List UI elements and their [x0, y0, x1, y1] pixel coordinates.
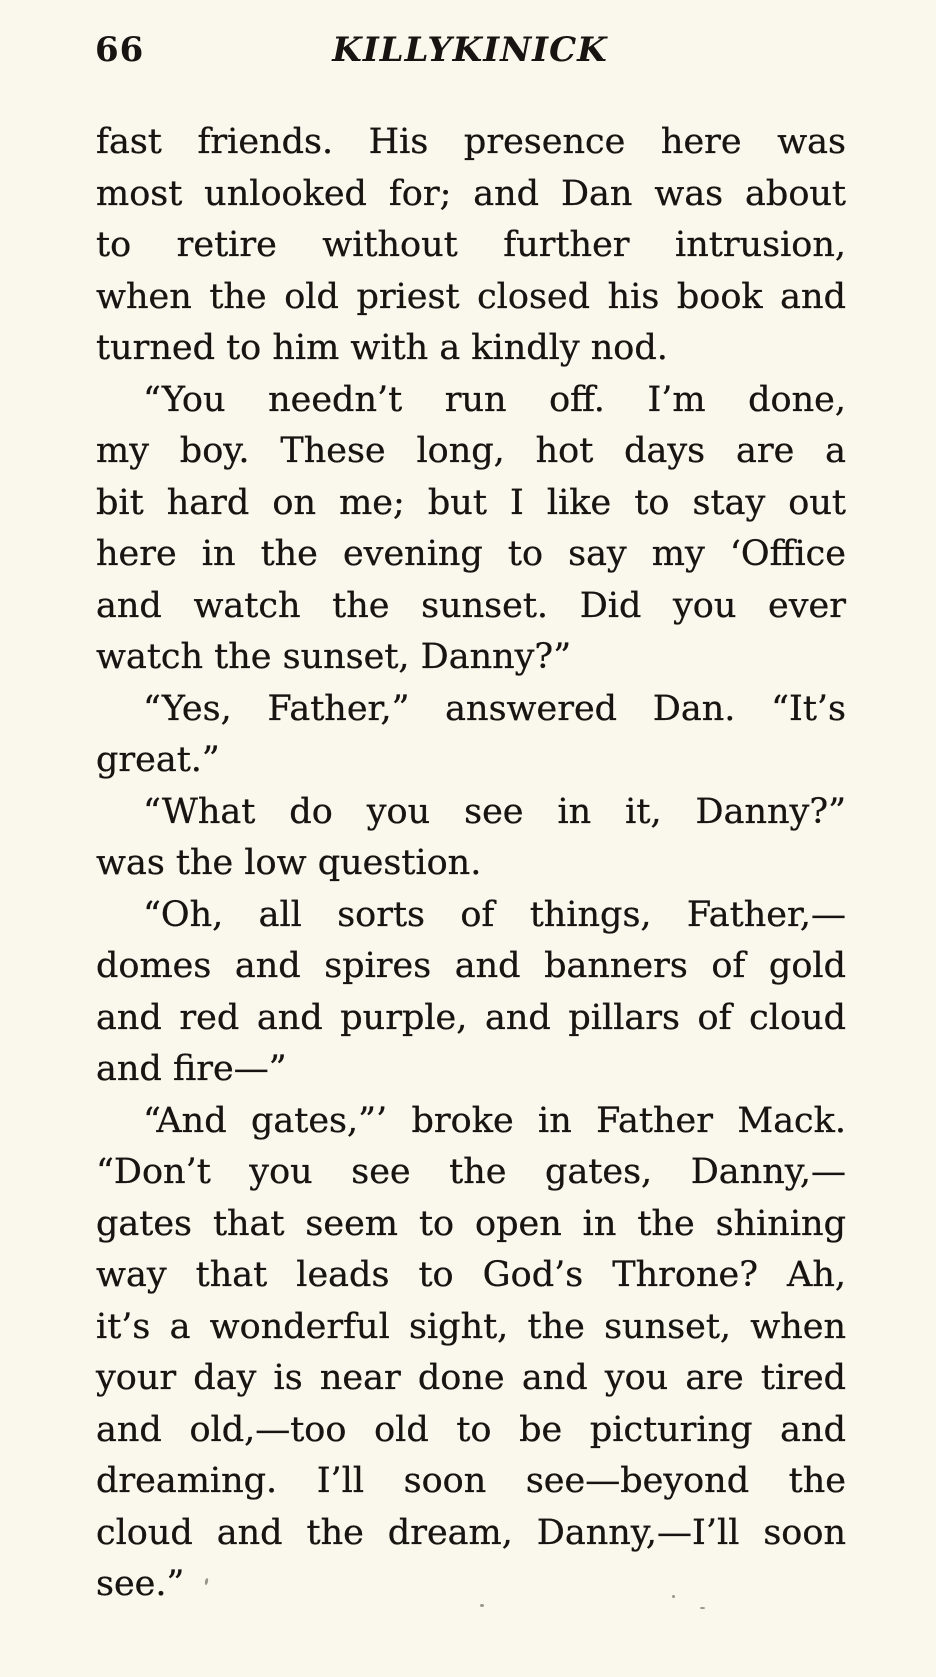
text-line: my boy. These long, hot days are a — [96, 431, 846, 471]
text-line: way that leads to God’s Throne? Ah, — [96, 1255, 846, 1295]
text-line: watch the sunset, Danny?” — [96, 637, 572, 677]
text-line: and old,—too old to be picturing and — [96, 1409, 846, 1450]
text-line: “Don’t you see the gates, Danny,— — [96, 1152, 846, 1192]
paragraph — [96, 890, 846, 1096]
text-line: cloud and the dream, Danny,—I’ll soon — [96, 1512, 846, 1553]
text-line: domes and spires and banners of gold — [96, 946, 846, 986]
text-line: “You needn’t run off. I’m done, — [143, 379, 846, 420]
paragraph — [96, 375, 846, 684]
text-line: here in the evening to say my ‘Office — [96, 534, 846, 574]
text-line: and watch the sunset. Did you ever — [96, 585, 846, 626]
paragraph — [96, 684, 846, 787]
text-line: gates that seem to open in the shining — [96, 1203, 846, 1244]
text-line: to retire without further intrusion, — [96, 225, 846, 265]
paragraph — [96, 117, 846, 375]
text-line: turned to him with a kindly nod. — [96, 328, 668, 368]
text-line: see.” — [96, 1564, 185, 1604]
text-line: “And gates,”’ broke in Father Mack. — [143, 1100, 846, 1141]
text-line: your day is near done and you are tired — [96, 1358, 846, 1398]
text-line: “Yes, Father,” answered Dan. “It’s — [143, 688, 846, 729]
text-line: when the old priest closed his book and — [96, 276, 846, 317]
text-line: “What do you see in it, Danny?” — [143, 791, 846, 832]
scan-speck — [672, 1595, 675, 1598]
page-body — [96, 117, 846, 1611]
text-line: was the low question. — [96, 843, 482, 883]
page-header — [95, 30, 845, 70]
text-line: and fire—” — [96, 1049, 287, 1089]
text-line: bit hard on me; but I like to stay out — [96, 482, 846, 523]
text-line: it’s a wonderful sight, the sunset, when — [96, 1306, 846, 1347]
paragraph — [96, 1096, 846, 1611]
page-number: 66 — [95, 30, 145, 70]
text-line: great.” — [96, 740, 220, 780]
text-line: most unlooked for; and Dan was about — [96, 173, 846, 214]
text-line: fast friends. His presence here was — [96, 122, 846, 162]
text-line: “Oh, all sorts of things, Father,— — [143, 894, 846, 935]
text-line: dreaming. I’ll soon see—beyond the — [96, 1461, 846, 1501]
running-title: KILLYKINICK — [332, 30, 608, 70]
paragraph — [96, 787, 846, 890]
text-line: and red and purple, and pillars of cloud — [96, 997, 846, 1038]
scan-speck — [480, 1604, 484, 1607]
scan-speck — [700, 1607, 705, 1609]
